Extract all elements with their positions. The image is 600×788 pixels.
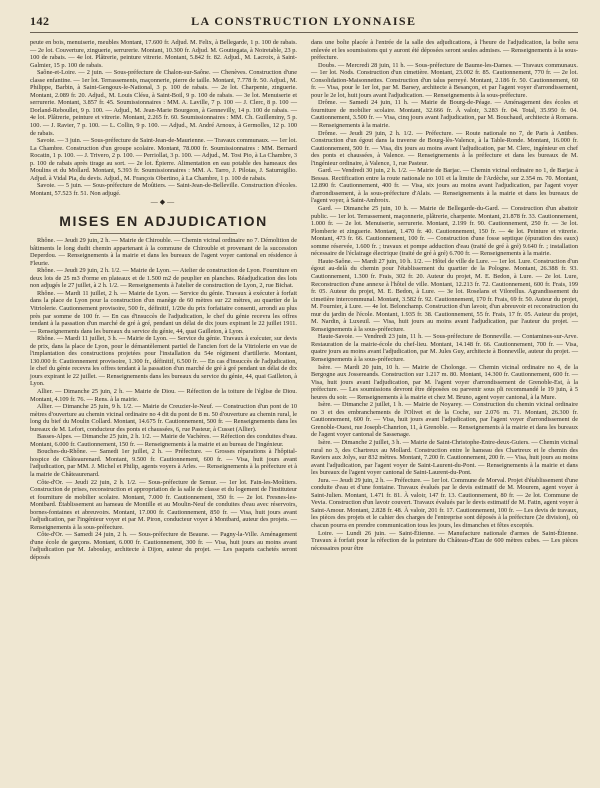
page-number: 142 (30, 14, 50, 28)
paragraph: Savoie. — 5 juin. — Sous-préfecture de Moûtiers. — Saint-Jean-de-Belleville. Construction d'écoles. Montant, 57.523 fr. 51. Non adjugé. (30, 182, 297, 197)
journal-title: LA CONSTRUCTION LYONNAISE (191, 14, 417, 28)
entry: Rhône. — Mardi 11 juillet, 3 h. — Mairie de Lyon. — Service du génie. Travaux à exécuter, sur devis de prix, dans la place de Lyon, pour le démantèlement partiel de l'ancien fort de la Vitriolerie en vue de l'implantation des constructions projetées pour l'installation du 54e régiment d'artillerie. Montant, 130.000 fr. Cautionnement provisoire, 1.300 fr., définitif, 6.500 fr. — En cas d'insuccès de l'adjudication, le chef du génie recevra les offres tendant à la passation d'un marché de gré à gré pendant un délai de dix jours expirant le 22 juillet. — Renseignements dans les bureaux du service du génie, 44, quai Gailleton, à Lyon. (30, 335, 297, 388)
paragraph: Saône-et-Loire. — 2 juin. — Sous-préfecture de Chalon-sur-Saône. — Chenèves. Construction d'une classe enfantine. — 1er lot. Terrassements, maçonnerie, pierre de taille. Montant, 7.778 fr. 50. Adjud., M. Philippe, Barbin, à Saint-Gengoux-le-National, 3 p. 100 de rabais. — 2e lot. Charpente, zinguerie. Montant, 2.089 fr. 20. Adjud., M. Louis Clésu, à Saint-Boil, 9 p. 100 de rabais. — 3e lot. Menuiserie et serrurerie. Montant, 3.857 fr. 45. Soumissionnaires : MM. A. Laville, 7 p. 100 — J. Clerc, 8 p. 100 — Dorland-Reboullet, 9 p. 100. — Adjud., M. Jean-Marie Bourgeon, à Gennevilly, 14 p. 100 de rabais. — 4e lot. Plâtrerie, peinture et vitrerie. Montant, 2.265 fr. 60. Soumissionnaires : MM. Ch. Guilleminy, 5 p. 100. — J. Ravier, 7 p. 100. — L. Collin, 9 p. 100. — Adjud., M. André Arnoux, à Germolles, 12 p. 100 de rabais. (30, 69, 297, 137)
two-column-body (30, 39, 578, 562)
entry: Drôme. — Samedi 24 juin, 11 h. — Mairie de Bourg-de-Péage. — Aménagement des écoles et fourniture de mobilier scolaire. Montant, 32.666 fr. À valoir, 3.283 fr. 04. Total, 35.950 fr. 04. Cautionnement, 3.500 fr. — Visa, cinq jours avant l'adjudication, par M. Bouchaud, architecte à Romans. — Renseignements à la mairie. (311, 99, 578, 130)
right-column (311, 39, 578, 562)
entry: Jura. — Jeudi 29 juin, 2 h. — Préfecture. — 1er lot. Commune de Morval. Projet d'établissement d'une conduite d'eau et d'une fontaine. Travaux évalués par le devis estimatif de M. Mourem, agent voyer à Saint-Julien. Montant, 1.471 fr. 81. À valoir, 147 fr. 13. Cautionnement, 80 fr. — 2e lot. Commune de Vevia. Construction d'un lavoir couvert. Travaux évalués par le devis estimatif de M. Fatin, agent voyer à Saint-Amour. Montant, 2.828 fr. 48. À valoir, 201 fr. 17. Cautionnement, 100 fr. — Les devis de travaux, les pièces des projets et le cahier des charges de l'entreprise sont déposés à la préfecture (2e division), où chacun pourra en prendre communication tous les jours, les dimanches et fêtes exceptés. (311, 476, 578, 529)
entry: Drôme. — Jeudi 29 juin, 2 h. 1/2. — Préfecture. — Route nationale no 7, de Paris à Antibes. Construction d'un égout dans la traverse de Bourg-lès-Valence, à la Table-Ronde. Montant, 16.000 fr. Cautionnement, 500 fr. — Visa, dix jours au moins avant l'adjudication, par M. Clerc, ingénieur en chef des ponts et chaussées, à Valence. — Renseignements à la préfecture et dans les bureaux de M. l'ingénieur ordinaire, à Valence, 1, rue Pasteur. (311, 129, 578, 167)
entry: Rhône. — Mardi 11 juillet, 2 h. — Mairie de Lyon. — Service du génie. Travaux à exécuter à forfait dans la place de Lyon pour la construction d'un manège de 60 mètres sur 22 mètres, au quartier de la Vitriolerie. Cautionnement provisoire, 500 fr., définitif, 1/20e du prix forfaitaire consenti, arrondi au plus près par somme de 100 fr. — En cas d'insuccès de l'adjudication, le chef du génie recevra les offres tendant à la passation d'un marché de gré à gré, pendant un délai de dix jours expirant le 22 juillet 1911. — Renseignements dans les bureaux du service du génie, 44, quai Gailleton, à Lyon. (30, 289, 297, 335)
entry: Bouches-du-Rhône. — Samedi 1er juillet, 2 h. — Préfecture. — Grosses réparations à l'hôpital-hospice de Châteaurenard. Montant, 9.500 fr. Cautionnement, 600 fr. — Visa, huit jours avant l'adjudication, par MM. J. Michel et Philip, agents voyers à Arles. — Renseignements à la préfecture et à la mairie de Châteaurenard. (30, 448, 297, 478)
entry: Loire. — Lundi 26 juin. — Saint-Étienne. — Manufacture nationale d'armes de Saint-Étienne. Travaux à forfait pour la réfection de la peinture du Château-d'Eau de 600 mètres cubes. — Les pièces nécessaires pour être (311, 529, 578, 552)
entry: Isère. — Dimanche 2 juillet, 1 h. — Mairie de Noyarey. — Construction du chemin vicinal ordinaire no 3 et des embranchements de l'Olivet et de la Coche, sur 2.076 m. 71. Montant, 26.300 fr. Cautionnement, 600 fr. — Visa, huit jours avant l'adjudication, par l'agent voyer d'arrondissement de Grenoble-Ouest, rue Joseph-Chanrion, 11, à Grenoble. — Renseignements à la mairie et dans les bureaux de l'agent voyer cantonal de Sassenage. (311, 401, 578, 439)
entry: Isère. — Dimanche 2 juillet, 3 h. — Mairie de Saint-Christophe-Entre-deux-Guiers. — Chemin vicinal rural no 3, des Chartreux au Mollard. Construction entre le hameau des Chartreux et le chemin des Raviers aux Jolys, sur 832 mètres. Montant, 7.200 fr. Cautionnement, 200 fr. — Visa, huit jours au moins avant l'adjudication, par l'agent voyer de Saint-Laurent-du-Pont. — Renseignements à la mairie et dans les bureaux de l'agent voyer cantonal de Saint-Laurent-du-Pont. (311, 438, 578, 477)
entry: Gard. — Vendredi 30 juin, 2 h. 1/2. — Mairie de Barjac. — Chemin vicinal ordinaire no 1, de Barjac à Bessas. Rectification entre la route nationale no 101 et la limite de l'Ardèche, sur 2.354 m. 70. Montant, 12.890 fr. Cautionnement, 400 fr. — Visa, six jours au moins avant l'adjudication, par l'agent voyer d'arrondissement, à la sous-préfecture d'Alais. — Renseignements à la mairie et dans les bureaux de l'agent voyer, à Saint-Ambroix. (311, 167, 578, 205)
left-column (30, 39, 297, 562)
entry: Rhône. — Jeudi 29 juin, 2 h. — Mairie de Chirouble. — Chemin vicinal ordinaire no 7. Démolition de bâtiments le long dudit chemin appartenant à la commune de Chirouble et provenant de la succession Deperdou. — Renseignements à la mairie et dans les bureaux de l'agent voyer cantonal en résidence à Fleurie. (30, 237, 297, 267)
entry: Côte-d'Or. — Samedi 24 juin, 2 h. — Sous-préfecture de Beaune. — Pagny-la-Ville. Aménagement d'une école de garçons. Montant, 6.000 fr. Cautionnement, 300 fr. — Visa, huit jours au moins avant l'adjudication par M. Jaboulay, architecte à Dijon, auteur du projet. — Les paquets cachetés seront déposés (30, 531, 297, 561)
entry: Haute-Savoie. — Vendredi 23 juin, 11 h. — Sous-préfecture de Bonneville. — Contamines-sur-Arve. Restauration de la mairie-école du chef-lieu. Montant, 14.148 fr. 66. Cautionnement, 700 fr. — Visa, quatre jours au moins avant l'adjudication, par M. Jules Guy, architecte à Bonneville, auteur du projet. — Renseignements à la sous-préfecture. (311, 333, 578, 363)
entry: Doubs. — Mercredi 28 juin, 11 h. — Sous-préfecture de Baume-les-Dames. — Travaux communaux. — 1er lot. Nods. Construction d'un cimetière. Montant, 23.002 fr. 85. Cautionnement, 770 fr. — 2e lot. Consolidation-Maisonnettes. Construction d'un talus perreyé. Montant, 2.186 fr. 50. Cautionnement, 60 fr. — Visa, pour le 1er lot, par M. Barsey, architecte à Besançon, et par l'agent voyer d'arrondissement, pour le 2e lot, huit jours avant l'adjudication. — Renseignements à la sous-préfecture. (311, 61, 578, 99)
entry: Isère. — Mardi 20 juin, 10 h. — Mairie de Cholonge. — Chemin vicinal ordinaire no 4, de la Bergogne aux Jossereands. Construction sur 1.217 m. 80. Montant, 14.300 fr. Cautionnement, 600 fr. — Visa, huit jours avant l'adjudication, par M. l'agent voyer d'arrondissement de Grenoble-Est, à la préfecture. — Les soumissions devront être déposées ou parvenir sous pli recommandé le 19 juin, à 5 heures du soir. — Renseignements à la mairie et chez M. Bruno, agent voyer cantonal, à la Mure. (311, 363, 578, 401)
entry: Côte-d'Or. — Jeudi 22 juin, 2 h. 1/2. — Sous-préfecture de Semur. — 1er lot. Fain-les-Moûtiers. Construction de prises, reconstruction et appropriation de la salle de classe et du logement de l'instituteur et fourniture de mobilier scolaire. Montant, 7.000 fr. Cautionnement, 350 fr. — 2e lot. Fresnes-les-Montbard. Établissement au hameau de Montille et au Moulin-Neuf de conduites d'eau avec réservoirs, bornes-fontaines et abreuvoirs. Montant, 17.000 fr. Cautionnement, 850 fr. — Visa, huit jours avant l'adjudication, par l'ingénieur voyer et par M. Piron, conducteur voyer à Montbard, auteur des projets. — Renseignements à la sous-préfecture. (30, 478, 297, 531)
entry: Allier. — Dimanche 25 juin, 2 h. — Mairie de Diou. — Réfection de la toiture de l'église de Diou. Montant, 4.109 fr. 76. — Rens. à la mairie. (30, 387, 297, 403)
entry: Haute-Saône. — Mardi 27 juin, 10 h. 1/2. — Hôtel de ville de Lure. — 1er lot. Lure. Construction d'un égout au-delà du chemin pour l'établissement du quartier de la Pologne. Montant, 26.388 fr. 93. Cautionnement, 1.300 fr. Frais, 302 fr. 20. Auteur du projet, M. E. Bedon, à Lure. — 2e lot. Lure, Reconstruction d'une annexe à l'hôtel de ville. Montant, 12.213 fr. 72. Cautionnement, 600 fr. Frais, 199 fr. 05. Auteur du projet, M. E. Bedon, à Lure. — 3e lot. Roselans et Vilorellus. Agrandissement du cimetière intercommunal. Montant, 3.582 fr. 92. Cautionnement, 170 fr. Frais, 69 fr. 50. Auteur du projet, M. Fournier, à Lure. — 4e lot. Belonchamp. Construction d'un lavoir, d'un abreuvoir et reconstruction du mur du jardin de l'école. Montant, 1.935 fr. 38. Cautionnement, 55 fr. Frais, 17 fr. 05. Auteur du projet, M. Nardin, à Luxeuil. — Visa, huit jours au moins avant l'adjudication, par l'auteur du projet. — Renseignements à la sous-préfecture. (311, 257, 578, 333)
entry: dans une boîte placée à l'entrée de la salle des adjudications, à l'heure de l'adjudication, la boîte sera enlevée et les soumissions qui y auront été déposées seront seules admises. — Renseignements à la sous-préfecture. (311, 39, 578, 62)
entry: Rhône. — Jeudi 29 juin, 2 h. 1/2. — Mairie de Lyon. — Atelier de construction de Lyon. Fourniture en deux lots de 25 m3 d'orme en plateaux et de 1.500 m2 de peuplier en planches. Réadjudication des lots non adjugés le 27 juillet, à 2 h. 1/2. — Renseignements à l'atelier de construction de Lyon, 2, rue Bichat. (30, 267, 297, 290)
entry: Gard. — Dimanche 25 juin, 10 h. — Mairie de Bellegarde-du-Gard. — Construction d'un abattoir public. — 1er lot. Terrassement, maçonnerie, plâtrerie, charpente. Montant, 21.878 fr. 33. Cautionnement, 1.000 fr. — 2e lot. Menuiserie, serrurerie. Montant, 2.199 fr. 90. Cautionnement, 250 fr. — 3e lot. Plomberie et zinguerie. Montant, 1.470 fr. 40. Cautionnement, 150 fr. — 4e lot. Peinture et vitrerie. Montant, 473 fr. 66. Cautionnement, 100 fr. — Construction d'une fosse septique (épuration des eaux) somme réservée, 1.600 fr. ; travaux et pompe adduction d'eau (traité de gré à gré) 9.640 fr. ; installation nécessaire de l'éclairage électrique (traité de gré à gré) 6.700 fr. — Renseignements à la mairie. (311, 205, 578, 258)
ornament-divider: —◆— (150, 198, 177, 207)
paragraph: Savoie. — 3 juin. — Sous-préfecture de Saint-Jean-de-Maurienne. — Travaux communaux. — 1er lot. La Chambre. Construction d'un groupe scolaire. Montant, 78.000 fr. Soumissionnaires : MM. Bernard Rocatin, 1 p. 100. — J. Trivero, 2 p. 100. — Perriollat, 3 p. 100. — Adjud., M. Tosi Pio, à La Chambre, 3 p. 100 de rabais après tirage au sort. — 2e lot. Épierre. Alimentation en eau potable des hameaux des Moulins et du Mollard. Montant, 5.393 fr. Soumissionnaires : MM. A. Tarro, J. Pilotas, J. Saturnigilio. Adjud. à Vidal Pia, du devis. Adjud., M. François Obertino, à La Chambre, 1 p. 100 de rabais. (30, 137, 297, 182)
paragraph: peute en bois, menuiserie, meubles Montant, 17.600 fr. Adjud. M. Felix, à Bellegarde, 1 p. 100 de rabais. — 2e lot. Couverture, zinguerie, serrurerie. Montant, 10.300 fr. Adjud. M. Gouttegata, à Noiretable, 23 p. 100 de rabais. — 4e lot. Plâtrerie, peinture vitrerie. Montant, 5.842 fr. 82. Adjud., M. Lacroix, à Saint-Galmier, 15 p. 100 de rabais. (30, 39, 297, 69)
running-header (30, 14, 578, 33)
entry: Basses-Alpes. — Dimanche 25 juin, 2 h. 1/2. — Mairie de Vachères. — Réfection des conduites d'eau. Montant, 6.000 fr. Cautionnement, 150 fr. — Renseignements à la mairie et au bureau de l'ingénieur. (30, 433, 297, 448)
divider (90, 233, 237, 234)
entry: Allier. — Dimanche 25 juin, 9 h. 1/2. — Mairie de Creuzier-le-Neuf. — Construction d'un pont de 10 mètres d'ouverture au chemin vicinal ordinaire no 4 dit du pont de 8 m. 50 d'ouverture au chemin rural, le long du bief du Moulin Collard. Montant, 14.675 fr. Cautionnement, 500 fr. — Renseignements dans les bureaux de M. Lefort, conducteur des ponts et chaussées, 6, rue Pasteur, à Cusset (Allier). (30, 403, 297, 433)
section-heading: MISES EN ADJUDICATION (59, 213, 268, 230)
